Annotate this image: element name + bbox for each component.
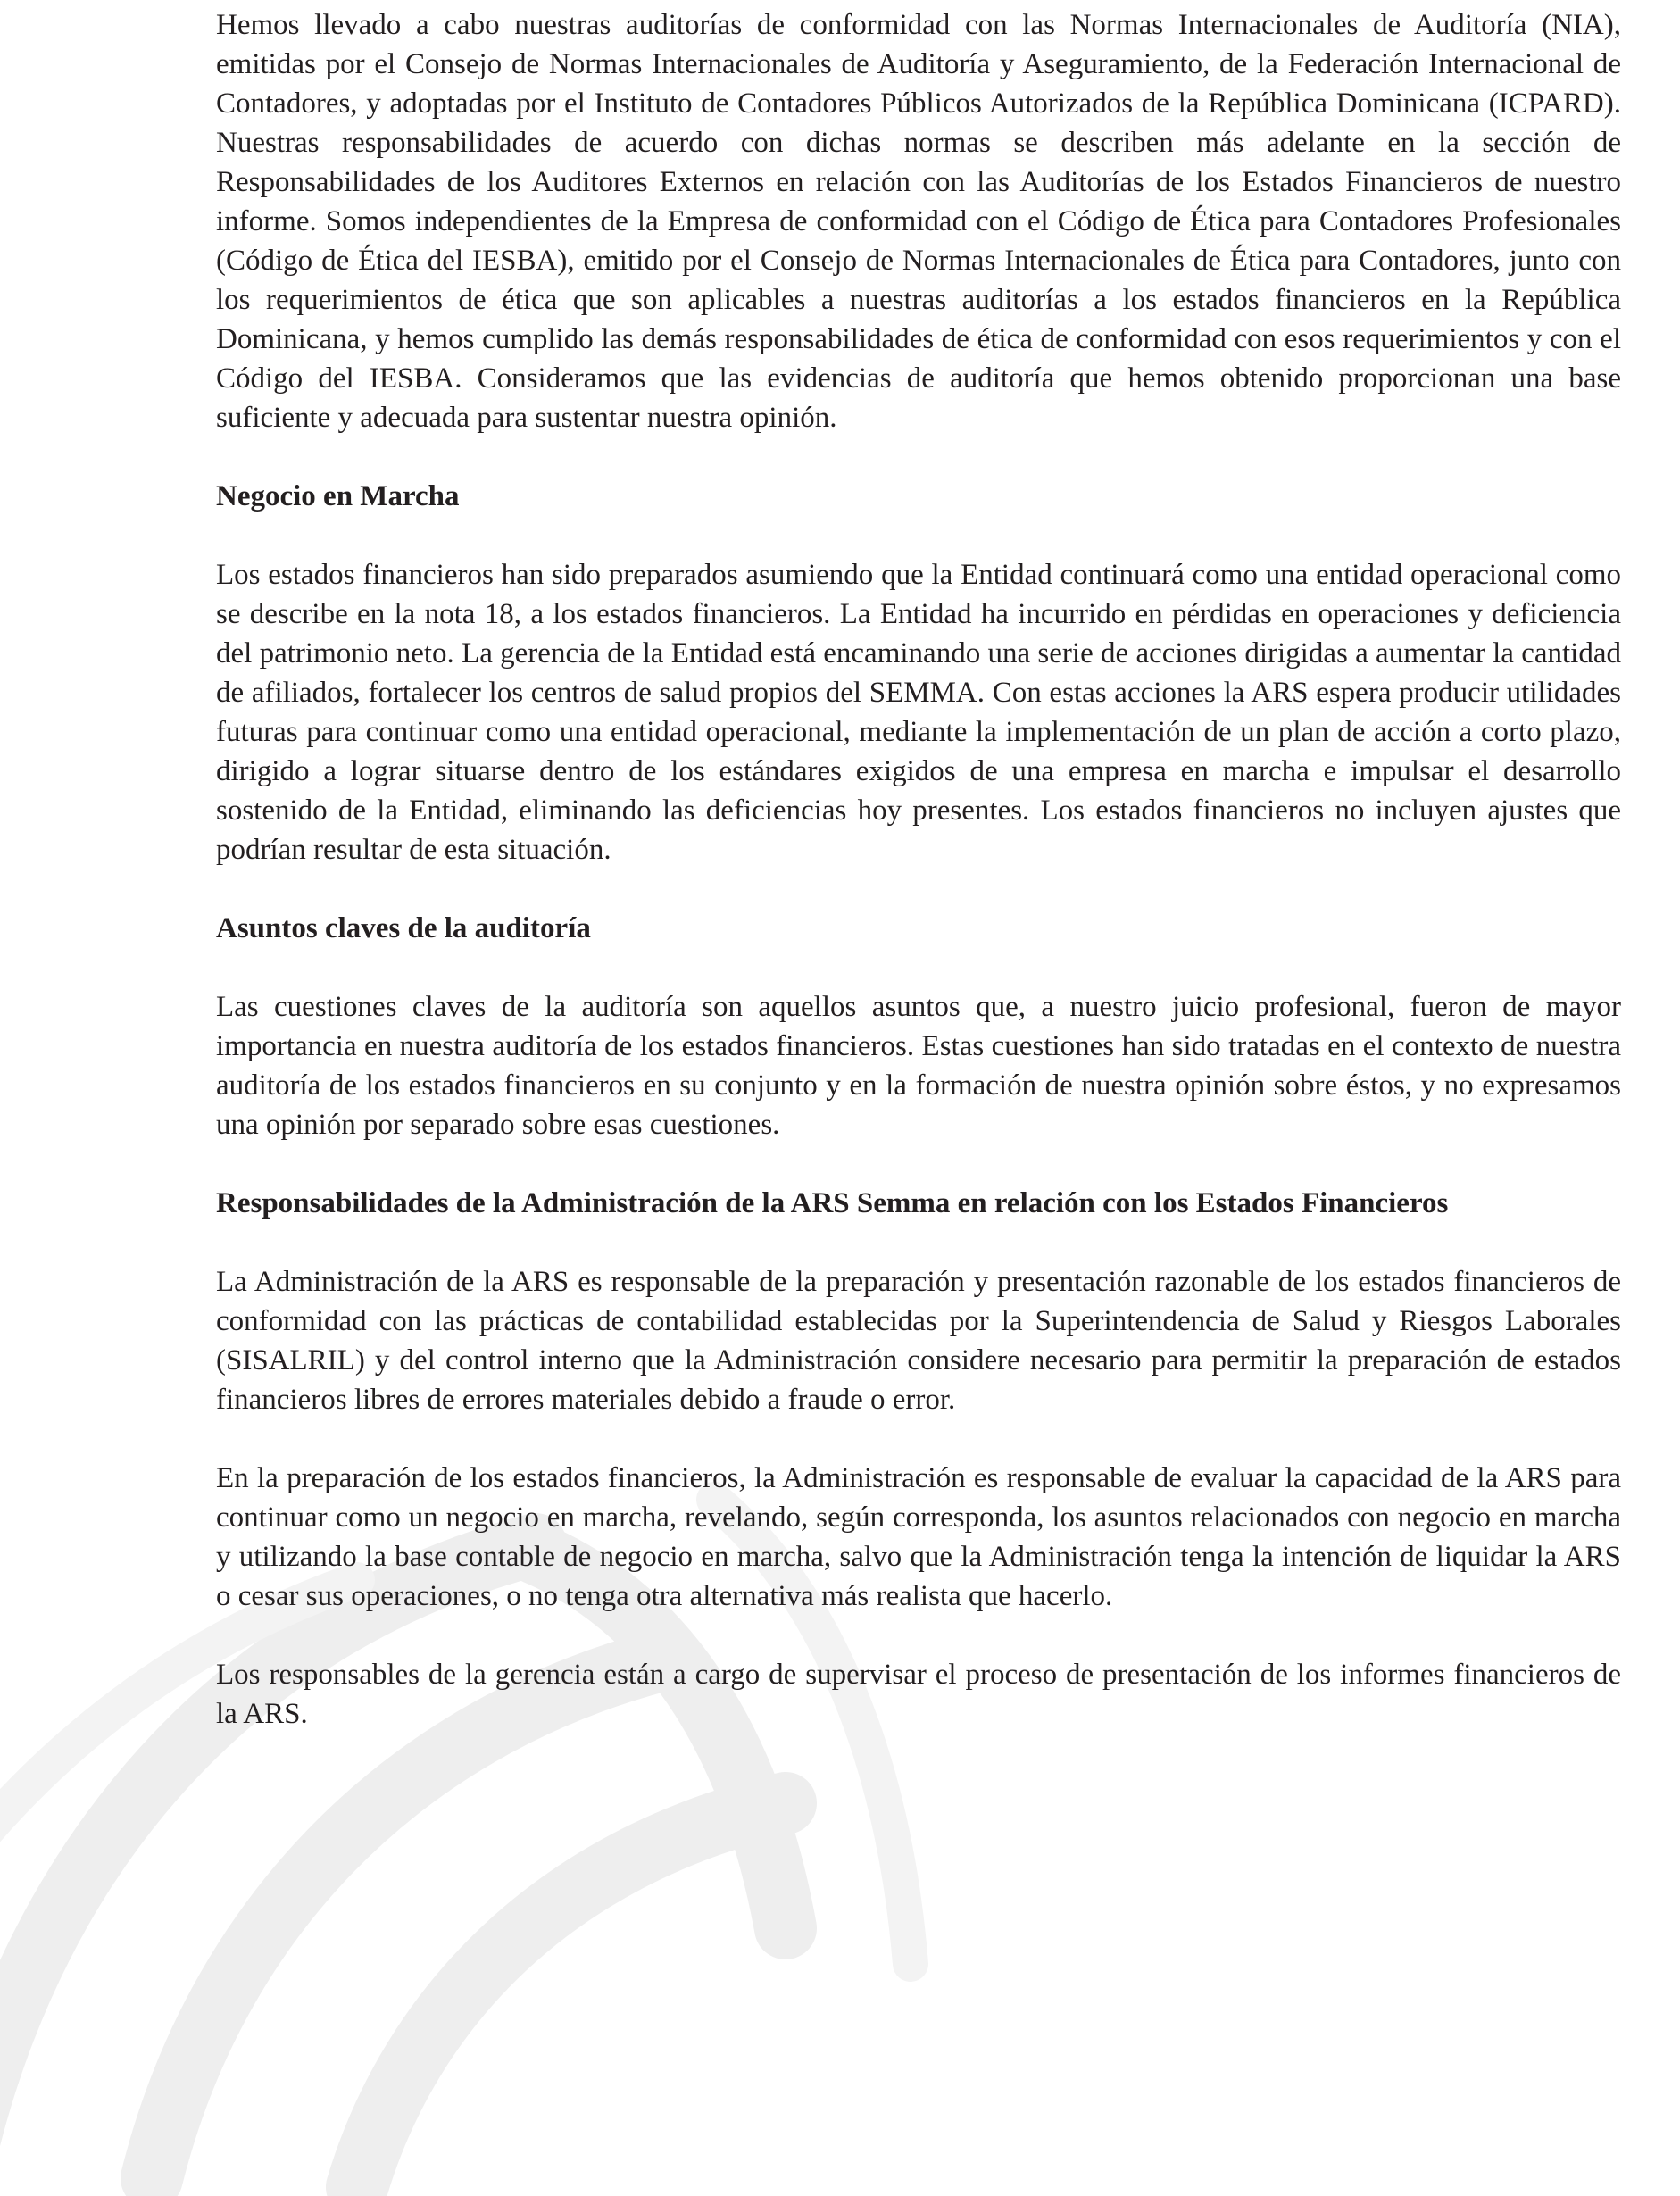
paragraph-asuntos-claves: Las cuestiones claves de la auditoría son aquellos asuntos que, a nuestro juicio profesional, fueron de mayor importancia en nuestra auditoría de los estados financieros. Estas cuestiones han sido tratadas en el contexto de nuestra auditoría de los estados financieros en su conjunto y en la formación de nuestra opinión sobre éstos, y no expresamos una opinión por separado sobre esas cuestiones. [216, 991, 1621, 1141]
paragraph-responsabilidad-preparacion: La Administración de la ARS es responsable de la preparación y presentación razonable de los estados financieros de conformidad con las prácticas de contabilidad establecidas por la Superintendencia de Salud y Riesgos Laborales (SISALRIL) y del control interno que la Administración considere necesario para permitir la preparación de estados financieros libres de errores materiales debido a fraude o error. [216, 1266, 1621, 1416]
heading-responsabilidades-administracion: Responsabilidades de la Administración de la ARS Semma en relación con los Estados Financieros [216, 1187, 1449, 1219]
paragraph-gap [216, 1144, 1621, 1184]
paragraph-gap [216, 869, 1621, 909]
paragraph-responsabilidad-negocio-en-marcha: En la preparación de los estados financieros, la Administración es responsable de evaluar la capacidad de la ARS para continuar como un negocio en marcha, revelando, según corresponda, los asuntos relacionados con negocio en marcha y utilizando la base contable de negocio en marcha, salvo que la Administración tenga la intención de liquidar la ARS o cesar sus operaciones, o no tenga otra alternativa más realista que hacerlo. [216, 1462, 1621, 1612]
paragraph-gap [216, 437, 1621, 477]
paragraph-gap [216, 1419, 1621, 1459]
paragraph-base-opinion: Hemos llevado a cabo nuestras auditorías de conformidad con las Normas Internacionales de Auditoría (NIA), emitidas por el Consejo de Normas Internacionales de Auditoría y Aseguramiento, de la Federación Internacional de Contadores, y adoptadas por el Instituto de Contadores Públicos Autorizados de la República Dominicana (ICPARD). Nuestras responsabilidades de acuerdo con dichas normas se describen más adelante en la sección de Responsabilidades de los Auditores Externos en relación con las Auditorías de los Estados Financieros de nuestro informe. Somos independientes de la Empresa de conformidad con el Código de Ética para Contadores Profesionales (Código de Ética del IESBA), emitido por el Consejo de Normas Internacionales de Ética para Contadores, junto con los requerimientos de ética que son aplicables a nuestras auditorías a los estados financieros en la República Dominicana, y hemos cumplido las demás responsabilidades de ética de conformidad con esos requerimientos y con el Código del IESBA. Consideramos que las evidencias de auditoría que hemos obtenido proporcionan una base suficiente y adecuada para sustentar nuestra opinión. [216, 9, 1621, 434]
paragraph-negocio-en-marcha: Los estados financieros han sido preparados asumiendo que la Entidad continuará como una entidad operacional como se describe en la nota 18, a los estados financieros. La Entidad ha incurrido en pérdidas en operaciones y deficiencia del patrimonio neto. La gerencia de la Entidad está encaminando una serie de acciones dirigidas a aumentar la cantidad de afiliados, fortalecer los centros de salud propios del SEMMA. Con estas acciones la ARS espera producir utilidades futuras para continuar como una entidad operacional, mediante la implementación de un plan de acción a corto plazo, dirigido a lograr situarse dentro de los estándares exigidos de una empresa en marcha e impulsar el desarrollo sostenido de la Entidad, eliminando las deficiencias hoy presentes. Los estados financieros no incluyen ajustes que podrían resultar de esta situación. [216, 559, 1621, 866]
document-body [216, 5, 1621, 1734]
paragraph-gap [216, 948, 1621, 987]
paragraph-supervision-gerencia: Los responsables de la gerencia están a cargo de supervisar el proceso de presentación de los informes financieros de la ARS. [216, 1659, 1621, 1730]
heading-asuntos-claves: Asuntos claves de la auditoría [216, 912, 591, 944]
paragraph-gap [216, 516, 1621, 555]
paragraph-gap [216, 1616, 1621, 1655]
paragraph-gap [216, 1223, 1621, 1262]
heading-negocio-en-marcha: Negocio en Marcha [216, 480, 460, 512]
